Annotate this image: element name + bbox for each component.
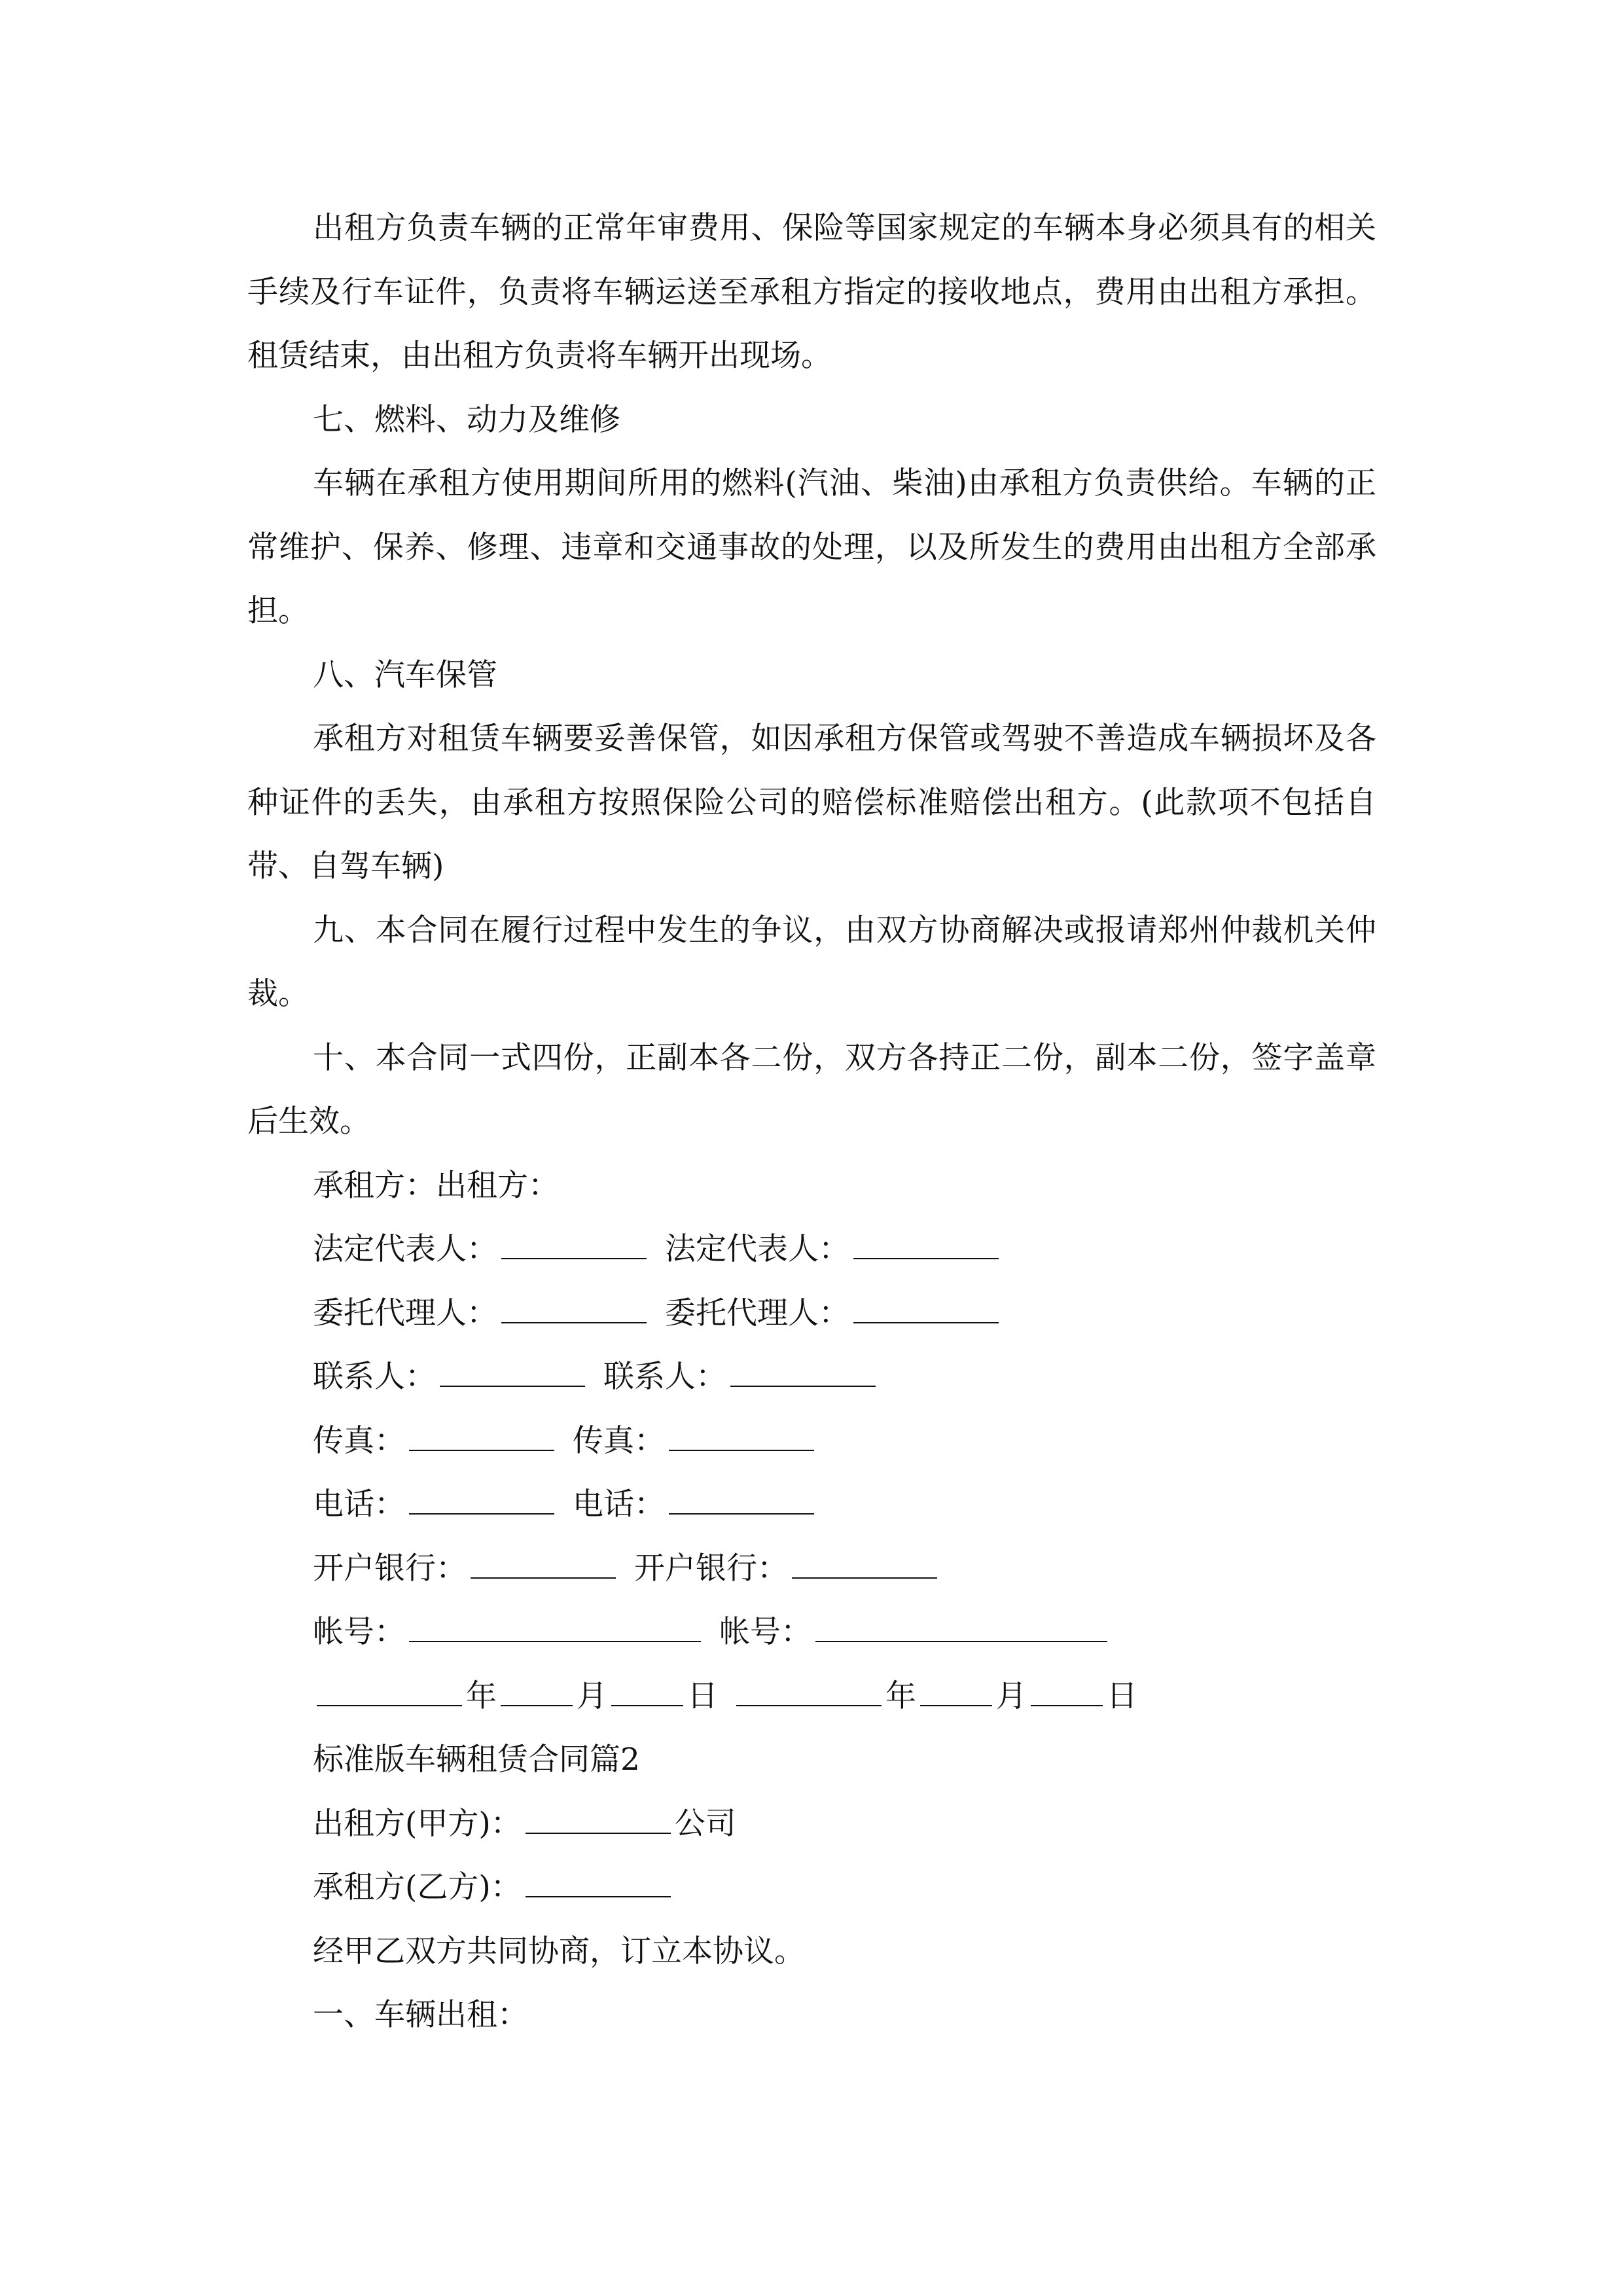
fax-label: 传真： <box>313 1422 405 1459</box>
day-blank <box>611 1704 683 1706</box>
signature-date-line <box>247 1664 1376 1729</box>
legal-rep-label: 法定代表人： <box>665 1231 849 1267</box>
contract-2-agreement: 经甲乙双方共同协商，订立本协议。 <box>313 1933 805 1969</box>
month-label: 月 <box>577 1677 607 1714</box>
account-label: 帐号： <box>313 1614 405 1650</box>
contract-2-section-1-title: 一、车辆出租： <box>313 1997 528 2033</box>
signature-parties: 承租方：出租方： <box>313 1167 559 1204</box>
agent-blank <box>853 1321 999 1323</box>
agent-blank <box>501 1321 647 1323</box>
contact-label: 联系人： <box>603 1359 726 1395</box>
signature-contact-line <box>247 1345 1376 1409</box>
month-blank <box>920 1704 992 1706</box>
day-blank <box>1031 1704 1103 1706</box>
year-blank <box>736 1704 882 1706</box>
legal-rep-blank <box>501 1257 647 1259</box>
bank-label: 开户银行： <box>634 1550 788 1587</box>
lessee-blank <box>526 1895 671 1897</box>
phone-label: 电话： <box>573 1486 665 1522</box>
contact-blank <box>730 1385 876 1387</box>
day-label: 日 <box>687 1677 718 1714</box>
fax-blank <box>409 1449 554 1451</box>
bank-blank <box>471 1577 616 1579</box>
paragraph-vehicle-obligations: 出租方负责车辆的正常年审费用、保险等国家规定的车辆本身必须具有的相关手续及行车证件，负责将车辆运送至承租方指定的接收地点，费用由出租方承担。租赁结束，由出租方负责将车辆开出现场。 <box>247 210 1376 374</box>
company-label: 公司 <box>674 1805 736 1842</box>
day-label: 日 <box>1107 1677 1137 1714</box>
signature-phone-line <box>247 1473 1376 1537</box>
legal-rep-blank <box>853 1257 999 1259</box>
account-blank <box>409 1640 701 1642</box>
contract-2-lessor-line <box>247 1792 1376 1856</box>
signature-agent-line <box>247 1282 1376 1346</box>
year-blank <box>317 1704 462 1706</box>
contact-label: 联系人： <box>313 1359 436 1395</box>
phone-label: 电话： <box>313 1486 405 1522</box>
section-8-title: 八、汽车保管 <box>313 656 497 693</box>
agent-label: 委托代理人： <box>313 1295 497 1331</box>
bank-blank <box>792 1577 937 1579</box>
month-label: 月 <box>996 1677 1027 1714</box>
bank-label: 开户银行： <box>313 1550 467 1587</box>
account-label: 帐号： <box>719 1614 812 1650</box>
section-7-title: 七、燃料、动力及维修 <box>313 401 620 438</box>
lessor-blank <box>526 1832 671 1834</box>
document-page <box>247 196 1376 2047</box>
fax-blank <box>669 1449 814 1451</box>
paragraph-vehicle-custody: 承租方对租赁车辆要妥善保管，如因承租方保管或驾驶不善造成车辆损坏及各种证件的丢失，由承租方按照保险公司的赔偿标准赔偿出租方。(此款项不包括自带、自驾车辆) <box>247 721 1376 884</box>
phone-blank <box>409 1513 554 1515</box>
contract-2-title: 标准版车辆租赁合同篇2 <box>313 1742 640 1778</box>
year-label: 年 <box>466 1677 497 1714</box>
agent-label: 委托代理人： <box>665 1295 849 1331</box>
lessee-label: 承租方(乙方)： <box>313 1869 522 1905</box>
paragraph-copies-effect: 十、本合同一式四份，正副本各二份，双方各持正二份，副本二份，签字盖章后生效。 <box>247 1039 1376 1139</box>
contract-2-lessee-line <box>247 1856 1376 1920</box>
year-label: 年 <box>885 1677 916 1714</box>
contact-blank <box>440 1385 585 1387</box>
fax-label: 传真： <box>573 1422 665 1459</box>
phone-blank <box>669 1513 814 1515</box>
signature-bank-line <box>247 1537 1376 1601</box>
month-blank <box>501 1704 573 1706</box>
signature-legal-rep-line <box>247 1217 1376 1282</box>
signature-fax-line <box>247 1409 1376 1473</box>
paragraph-dispute-resolution: 九、本合同在履行过程中发生的争议，由双方协商解决或报请郑州仲裁机关仲裁。 <box>247 912 1376 1012</box>
lessor-label: 出租方(甲方)： <box>313 1805 522 1842</box>
account-blank <box>815 1640 1107 1642</box>
paragraph-fuel-maintenance: 车辆在承租方使用期间所用的燃料(汽油、柴油)由承租方负责供给。车辆的正常维护、保养、修理、违章和交通事故的处理，以及所发生的费用由出租方全部承担。 <box>247 465 1376 629</box>
legal-rep-label: 法定代表人： <box>313 1231 497 1267</box>
signature-account-line <box>247 1600 1376 1664</box>
